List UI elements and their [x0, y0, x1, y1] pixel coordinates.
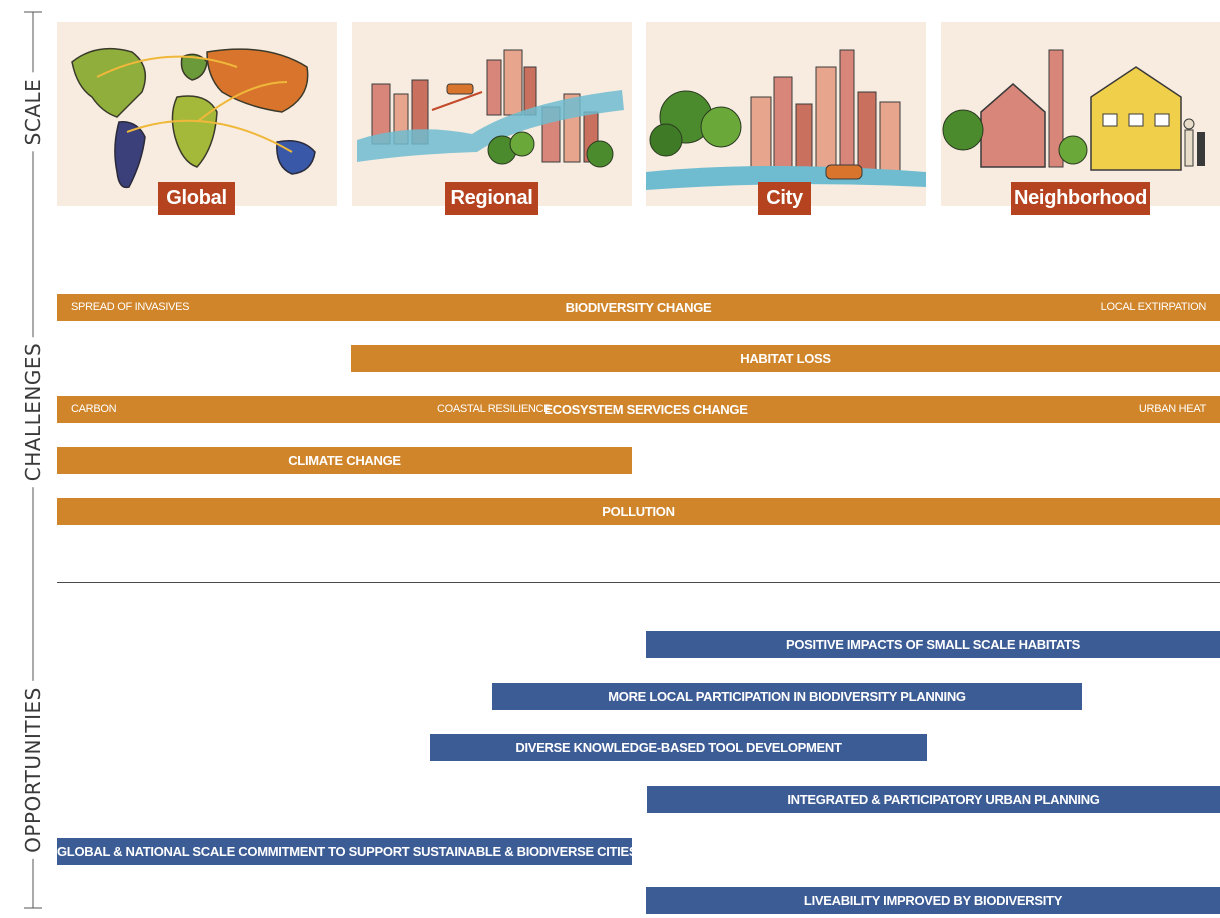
challenge-note-local-extirpation: LOCAL EXTIRPATION [1100, 301, 1206, 313]
section-divider [57, 582, 1220, 583]
scale-tag-city: City [758, 182, 811, 215]
challenges-axis-label: CHALLENGES [22, 337, 44, 487]
opportunity-label: INTEGRATED & PARTICIPATORY URBAN PLANNING [787, 792, 1100, 807]
scale-tag-neighborhood: Neighborhood [1011, 182, 1150, 215]
city-skyline-illustration [646, 22, 926, 206]
regional-landscape-illustration [352, 22, 632, 206]
panel-global [57, 22, 337, 206]
challenge-label-ecosystem-services-change: ECOSYSTEM SERVICES CHANGE [544, 402, 748, 417]
panel-city [646, 22, 926, 206]
challenge-note-carbon: CARBON [71, 403, 117, 415]
scale-axis-label: SCALE [22, 73, 44, 152]
panel-neighborhood [941, 22, 1220, 206]
scale-tag-regional: Regional [445, 182, 538, 215]
scale-tag-global: Global [158, 182, 235, 215]
side-axis [0, 0, 60, 913]
opportunity-label: POSITIVE IMPACTS OF SMALL SCALE HABITATS [786, 637, 1080, 652]
challenge-note-urban-heat: URBAN HEAT [1138, 403, 1206, 415]
opportunity-bar-liveability [646, 887, 1220, 914]
challenge-bar-pollution [57, 498, 1220, 525]
world-map-illustration [57, 22, 337, 206]
opportunity-bar-urban-planning [647, 786, 1220, 813]
challenge-label-pollution: POLLUTION [602, 504, 675, 519]
challenge-note-spread-of-invasives: SPREAD OF INVASIVES [71, 301, 190, 313]
opportunities-axis-label: OPPORTUNITIES [22, 681, 44, 859]
challenge-note-coastal-resilience: COASTAL RESILIENCE [437, 403, 551, 415]
neighborhood-houses-illustration [941, 22, 1220, 206]
opportunity-bar-local-participation [492, 683, 1082, 710]
challenge-bar-climate-change [57, 447, 632, 474]
challenge-bar-biodiversity-change [57, 294, 1220, 321]
challenge-label-biodiversity-change: BIODIVERSITY CHANGE [565, 300, 712, 315]
opportunity-label: LIVEABILITY IMPROVED BY BIODIVERSITY [803, 893, 1063, 908]
opportunity-bar-small-scale-habitats [646, 631, 1220, 658]
panel-regional [352, 22, 632, 206]
opportunity-bar-tool-development [430, 734, 927, 761]
opportunity-label: GLOBAL & NATIONAL SCALE COMMITMENT TO SUPPORT SUSTAINABLE & BIODIVERSE CITIES [57, 844, 638, 859]
challenge-label-climate-change: CLIMATE CHANGE [288, 453, 401, 468]
challenge-label-habitat-loss: HABITAT LOSS [740, 351, 831, 366]
challenge-bar-ecosystem-services-change [57, 396, 1220, 423]
challenge-bar-habitat-loss [351, 345, 1220, 372]
opportunity-bar-global-national-commitment [57, 838, 638, 865]
opportunity-label: DIVERSE KNOWLEDGE-BASED TOOL DEVELOPMENT [515, 740, 842, 755]
opportunity-label: MORE LOCAL PARTICIPATION IN BIODIVERSITY PLANNING [608, 689, 966, 704]
